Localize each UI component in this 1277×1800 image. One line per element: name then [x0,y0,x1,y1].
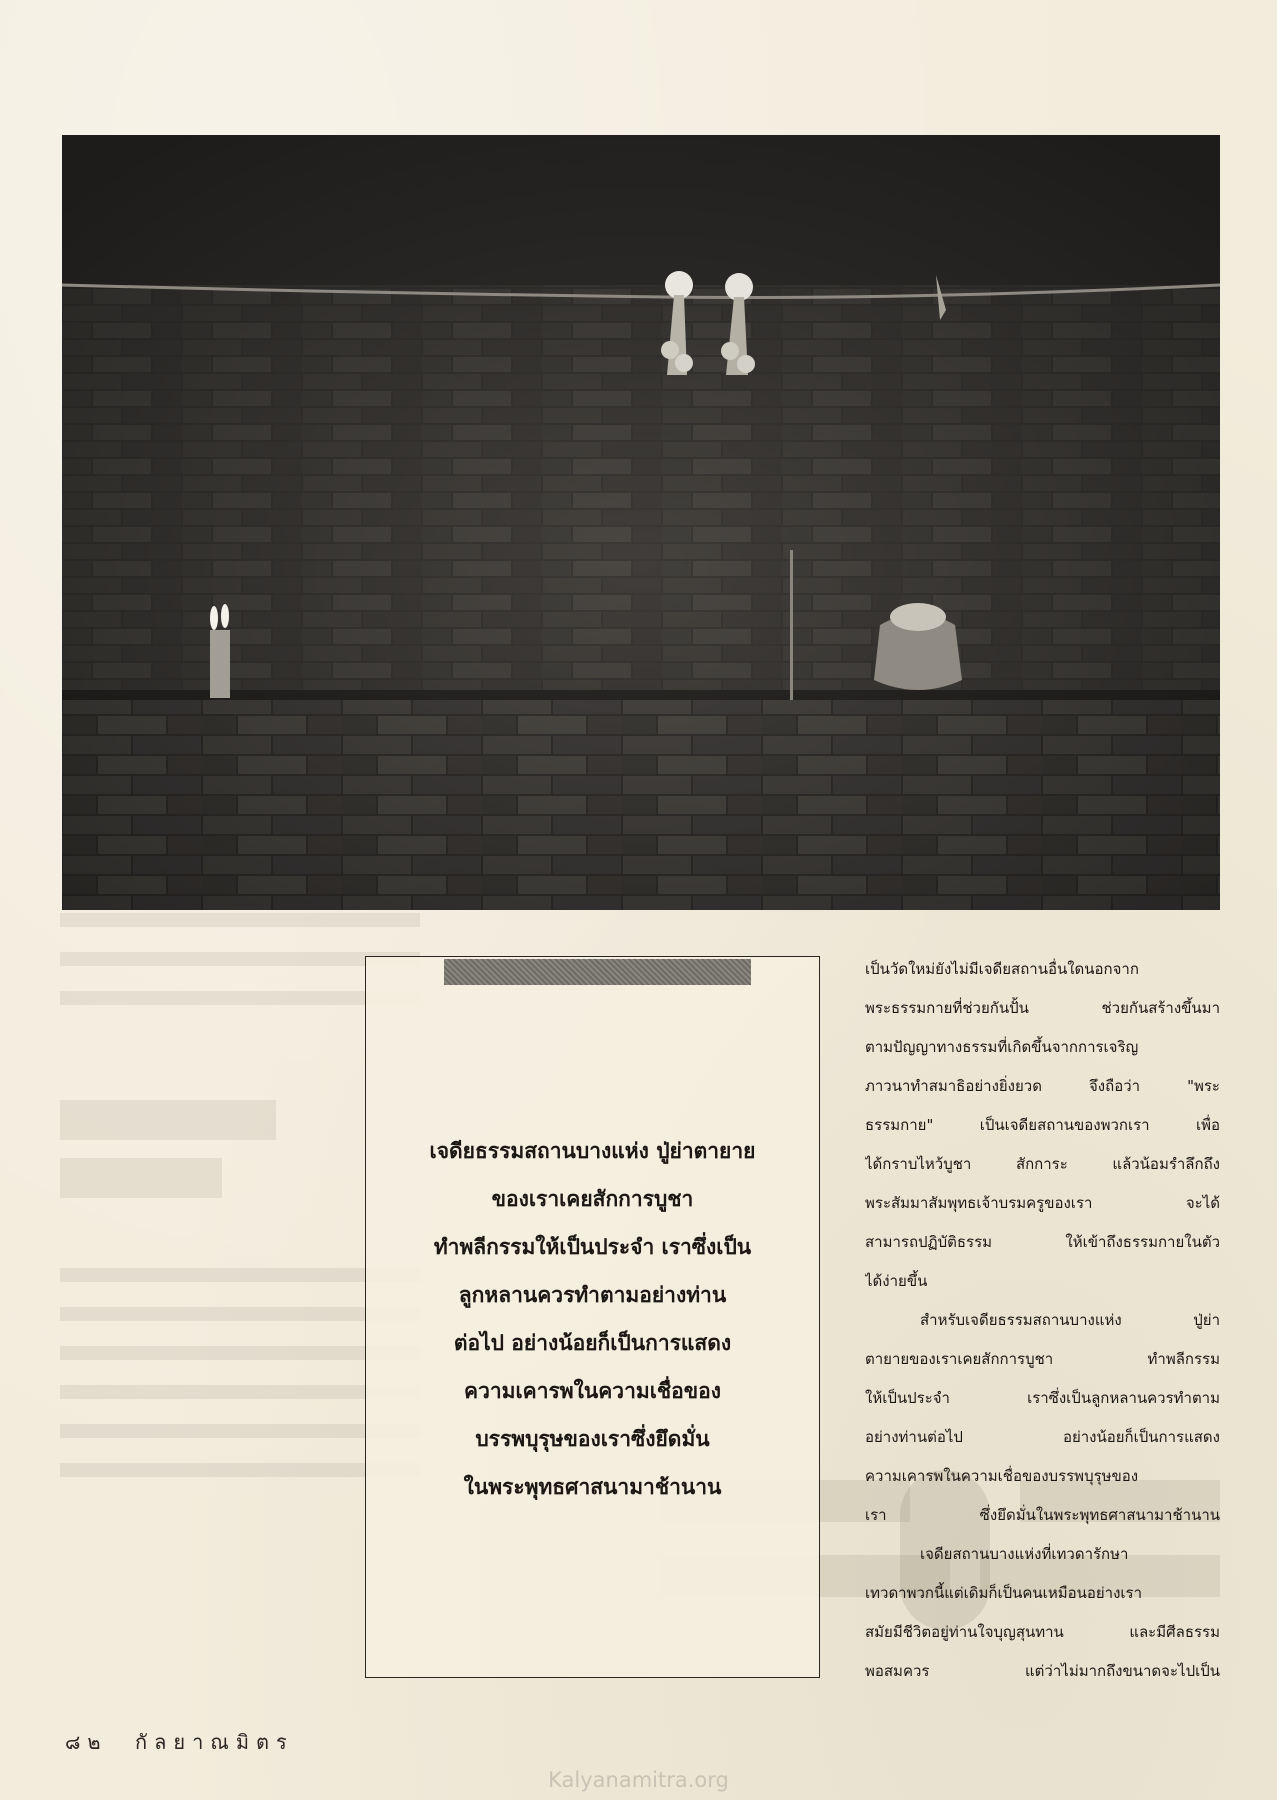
body-line: เจดียสถานบางแห่งที่เทวดารักษา [920,1545,1129,1563]
pull-quote-line: ในพระพุทธศาสนามาช้านาน [463,1475,722,1499]
body-line: เรา ซึ่งยึดมั่นในพระพุทธศาสนามาช้านาน [865,1506,1220,1524]
body-line: ความเคารพในความเชื่อของบรรพบุรุษของ [865,1467,1139,1485]
pull-quote-line: ลูกหลานควรทำตามอย่างท่าน [458,1283,727,1307]
body-line: ตามปัญญาทางธรรมที่เกิดขึ้นจากการเจริญ [865,1038,1139,1056]
body-line: ภาวนาทำสมาธิอย่างยิ่งยวด จึงถือว่า "พระ [865,1077,1220,1095]
body-line: สมัยมีชีวิตอยู่ท่านใจบุญสุนทาน และมีศีลธรรม [865,1623,1220,1641]
body-line: พระสัมมาสัมพุทธเจ้าบรมครูของเรา จะได้ [865,1194,1220,1212]
pull-quote-line: ทำพลีกรรมให้เป็นประจำ เราซึ่งเป็น [433,1235,752,1259]
body-line: ธรรมกาย" เป็นเจดียสถานของพวกเรา เพื่อ [865,1116,1220,1134]
pull-quote-line: ความเคารพในความเชื่อของ [464,1379,721,1403]
pull-quote-line: บรรพบุรุษของเราซึ่งยึดมั่น [475,1427,710,1451]
magazine-name: กัลยาณมิตร [134,1730,294,1754]
pull-quote-box [365,956,820,1678]
body-line: เป็นวัดใหม่ยังไม่มีเจดียสถานอื่นใดนอกจาก [865,960,1139,978]
body-line: เทวดาพวกนี้แต่เดิมก็เป็นคนเหมือนอย่างเรา [865,1584,1143,1602]
pull-quote-line: ต่อไป อย่างน้อยก็เป็นการแสดง [453,1331,732,1355]
body-line: ได้กราบไหว้บูชา สักการะ แล้วน้อมรำลึกถึง [865,1155,1220,1173]
pull-quote-line: ของเราเคยสักการบูชา [491,1187,694,1211]
body-line: ได้ง่ายขึ้น [865,1272,928,1290]
pull-quote-decorative-bar [444,959,751,985]
article-body-column [865,950,1220,1691]
page-footer [65,1726,294,1758]
page-number: ๘๒ [65,1730,108,1754]
body-line: สำหรับเจดียธรรมสถานบางแห่ง ปู่ย่า [920,1311,1220,1329]
body-line: ให้เป็นประจำ เราซึ่งเป็นลูกหลานควรทำตาม [865,1389,1220,1407]
body-line: พระธรรมกายที่ช่วยกันปั้น ช่วยกันสร้างขึ้นมา [865,999,1220,1017]
body-line: ตายายของเราเคยสักการบูชา ทำพลีกรรม [865,1350,1220,1368]
watermark: Kalyanamitra.org [548,1768,729,1792]
body-line: สามารถปฏิบัติธรรม ให้เข้าถึงธรรมกายในตัว [865,1233,1220,1251]
body-line: อย่างท่านต่อไป อย่างน้อยก็เป็นการแสดง [865,1428,1220,1446]
pull-quote-text [366,1127,819,1511]
body-line: พอสมควร แต่ว่าไม่มากถึงขนาดจะไปเป็น [865,1662,1220,1680]
photo-stupa-offerings [62,135,1220,910]
pull-quote-line: เจดียธรรมสถานบางแห่ง ปู่ย่าตายาย [429,1139,756,1163]
